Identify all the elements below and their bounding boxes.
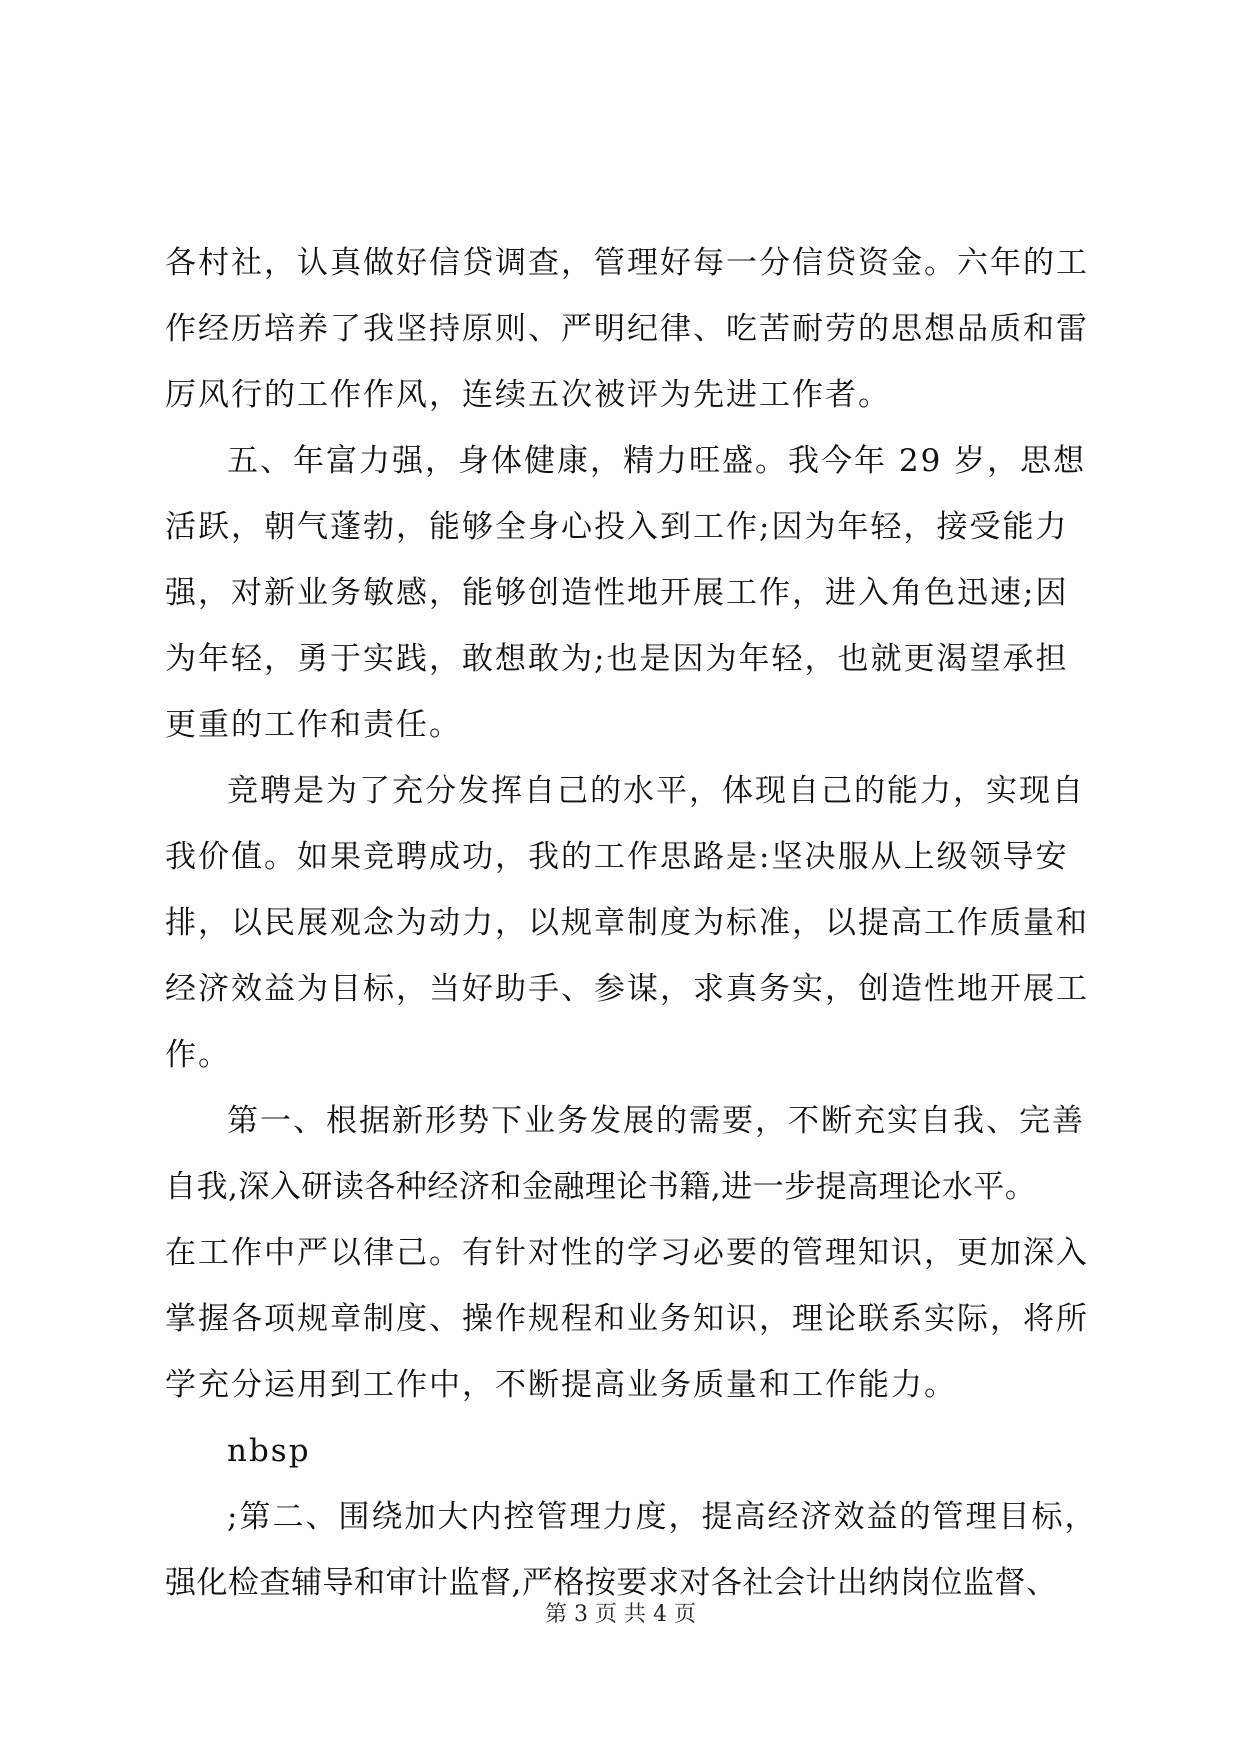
text-line-17: 掌握各项规章制度、操作规程和业务知识，理论联系实际，将所 bbox=[165, 1301, 1089, 1337]
text-line-11: 排，以民展观念为动力，以规章制度为标准，以提高工作质量和 bbox=[165, 905, 1089, 941]
text-line-5: 活跃，朝气蓬勃，能够全身心投入到工作;因为年轻，接受能力 bbox=[165, 509, 1069, 545]
text-line-8: 更重的工作和责任。 bbox=[165, 707, 462, 743]
text-line-16: 在工作中严以律己。有针对性的学习必要的管理知识，更加深入 bbox=[165, 1235, 1089, 1271]
text-line-4: 五、年富力强，身体健康，精力旺盛。我今年 29 岁，思想 bbox=[227, 443, 1087, 479]
text-line-7: 为年轻，勇于实践，敢想敢为;也是因为年轻，也就更渴望承担 bbox=[165, 641, 1069, 677]
text-line-21: 强化检查辅导和审计监督,严格按要求对各社会计出纳岗位监督、 bbox=[165, 1565, 1058, 1601]
text-line-10: 我价值。如果竞聘成功，我的工作思路是:坚决服从上级领导安 bbox=[165, 839, 1069, 875]
text-line-18: 学充分运用到工作中，不断提高业务质量和工作能力。 bbox=[165, 1367, 957, 1403]
text-line-9: 竞聘是为了充分发挥自己的水平，体现自己的能力，实现自 bbox=[227, 773, 1085, 809]
text-line-6: 强，对新业务敏感，能够创造性地开展工作，进入角色迅速;因 bbox=[165, 575, 1069, 611]
text-line-1: 各村社，认真做好信贷调查，管理好每一分信贷资金。六年的工 bbox=[165, 245, 1089, 281]
text-line-15: 自我,深入研读各种经济和金融理论书籍,进一步提高理论水平。 bbox=[165, 1169, 1037, 1205]
text-line-20: ;第二、围绕加大内控管理力度，提高经济效益的管理目标， bbox=[227, 1499, 1098, 1535]
text-line-3: 厉风行的工作作风，连续五次被评为先进工作者。 bbox=[165, 377, 891, 413]
page-footer: 第 3 页 共 4 页 bbox=[545, 1602, 696, 1627]
body-text bbox=[165, 230, 1098, 1616]
text-line-13: 作。 bbox=[165, 1037, 231, 1073]
text-line-14: 第一、根据新形势下业务发展的需要，不断充实自我、完善 bbox=[227, 1103, 1085, 1139]
text-line-19: nbsp bbox=[227, 1433, 311, 1469]
text-line-2: 作经历培养了我坚持原则、严明纪律、吃苦耐劳的思想品质和雷 bbox=[165, 311, 1089, 347]
text-line-12: 经济效益为目标，当好助手、参谋，求真务实，创造性地开展工 bbox=[165, 971, 1089, 1007]
